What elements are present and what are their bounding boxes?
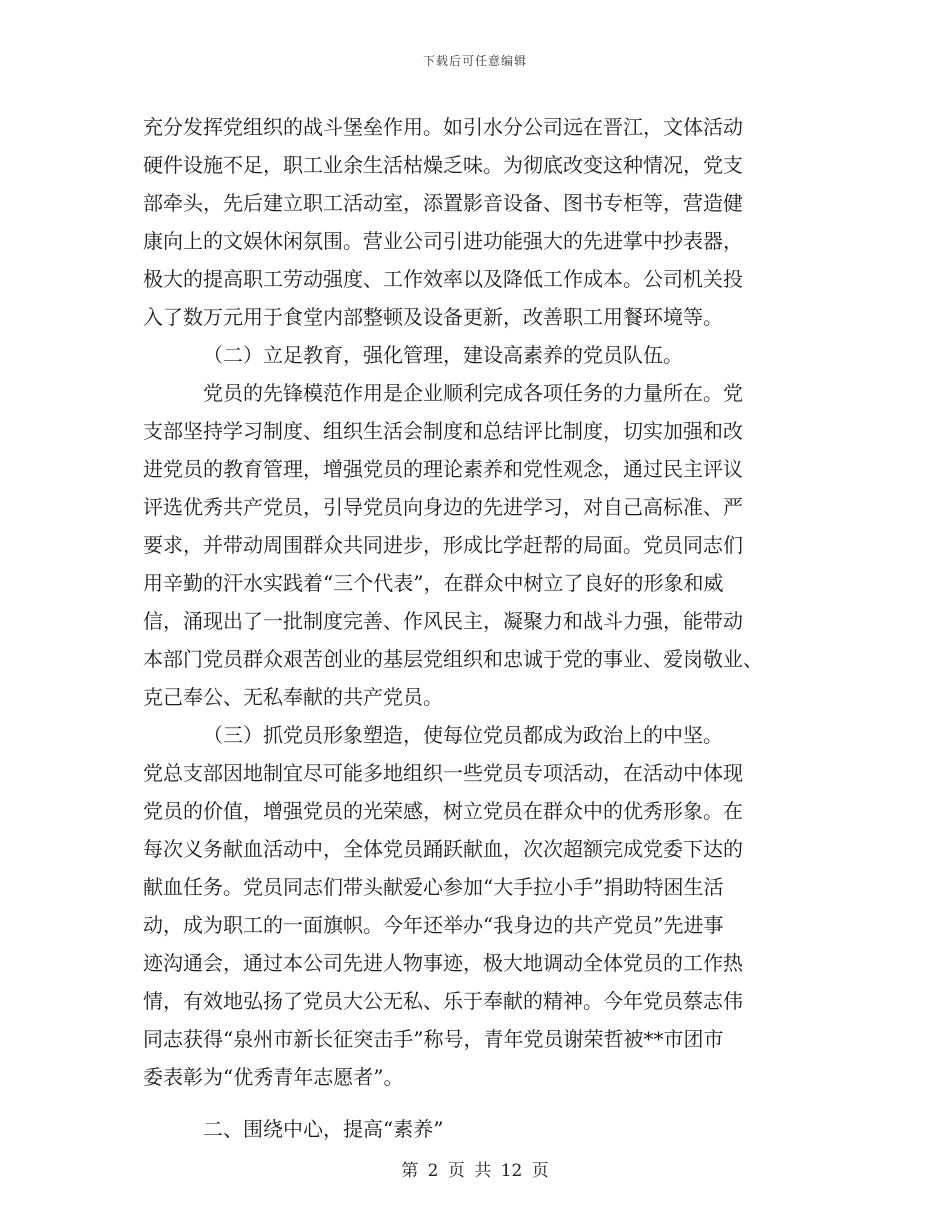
body-line: 要求，并带动周围群众共同进步，形成比学赶帮的局面。党员同志们 xyxy=(143,533,743,557)
body-line: 迹沟通会，通过本公司先进人物事迹，极大地调动全体党员的工作热 xyxy=(143,951,743,975)
section-heading: 二、围绕中心，提高“素养” xyxy=(203,1117,444,1141)
subheading-3: （三）抓党员形象塑造，使每位党员都成为政治上的中坚。 xyxy=(203,723,723,747)
body-line: 动，成为职工的一面旗帜。今年还举办“我身边的共产党员”先进事 xyxy=(143,913,724,937)
page-header: 下载后可任意编辑 xyxy=(422,54,527,68)
body-line: 支部坚持学习制度、组织生活会制度和总结评比制度，切实加强和改 xyxy=(143,419,743,443)
body-line: 每次义务献血活动中，全体党员踊跃献血，次次超额完成党委下达的 xyxy=(143,837,743,861)
body-line: 党员的先锋模范作用是企业顺利完成各项任务的力量所在。党 xyxy=(203,381,743,405)
body-line: 献血任务。党员同志们带头献爱心参加“大手拉小手”捐助特困生活 xyxy=(143,875,724,899)
body-line: 信，涌现出了一批制度完善、作风民主，凝聚力和战斗力强，能带动 xyxy=(143,609,743,633)
body-line: 部牵头，先后建立职工活动室，添置影音设备、图书专柜等，营造健 xyxy=(143,191,743,215)
body-line: 进党员的教育管理，增强党员的理论素养和党性观念，通过民主评议 xyxy=(143,457,743,481)
body-line: 硬件设施不足，职工业余生活枯燥乏味。为彻底改变这种情况，党支 xyxy=(143,153,743,177)
body-line: 委表彰为“优秀青年志愿者”。 xyxy=(143,1065,404,1089)
body-line: 用辛勤的汗水实践着“三个代表”，在群众中树立了良好的形象和威 xyxy=(143,571,724,595)
body-line: 极大的提高职工劳动强度、工作效率以及降低工作成本。公司机关投 xyxy=(143,267,743,291)
body-line: 党总支部因地制宜尽可能多地组织一些党员专项活动，在活动中体现 xyxy=(143,761,743,785)
body-line: 评选优秀共产党员，引导党员向身边的先进学习，对自己高标准、严 xyxy=(143,495,743,519)
body-line: 入了数万元用于食堂内部整顿及设备更新，改善职工用餐环境等。 xyxy=(143,305,723,329)
body-line: 充分发挥党组织的战斗堡垒作用。如引水分公司远在晋江，文体活动 xyxy=(143,115,743,139)
subheading-2: （二）立足教育，强化管理，建设高素养的党员队伍。 xyxy=(203,343,683,367)
page-footer: 第 2 页 共 12 页 xyxy=(401,1161,549,1181)
body-line: 同志获得“泉州市新长征突击手”称号，青年党员谢荣哲被**市团市 xyxy=(143,1027,724,1051)
body-line: 本部门党员群众艰苦创业的基层党组织和忠诚于党的事业、爱岗敬业、 xyxy=(143,647,763,671)
body-line: 情，有效地弘扬了党员大公无私、乐于奉献的精神。今年党员蔡志伟 xyxy=(143,989,743,1013)
body-line: 克己奉公、无私奉献的共产党员。 xyxy=(143,685,443,709)
document-body xyxy=(143,108,813,1148)
body-line: 康向上的文娱休闲氛围。营业公司引进功能强大的先进掌中抄表器， xyxy=(143,229,743,253)
body-line: 党员的价值，增强党员的光荣感，树立党员在群众中的优秀形象。在 xyxy=(143,799,743,823)
